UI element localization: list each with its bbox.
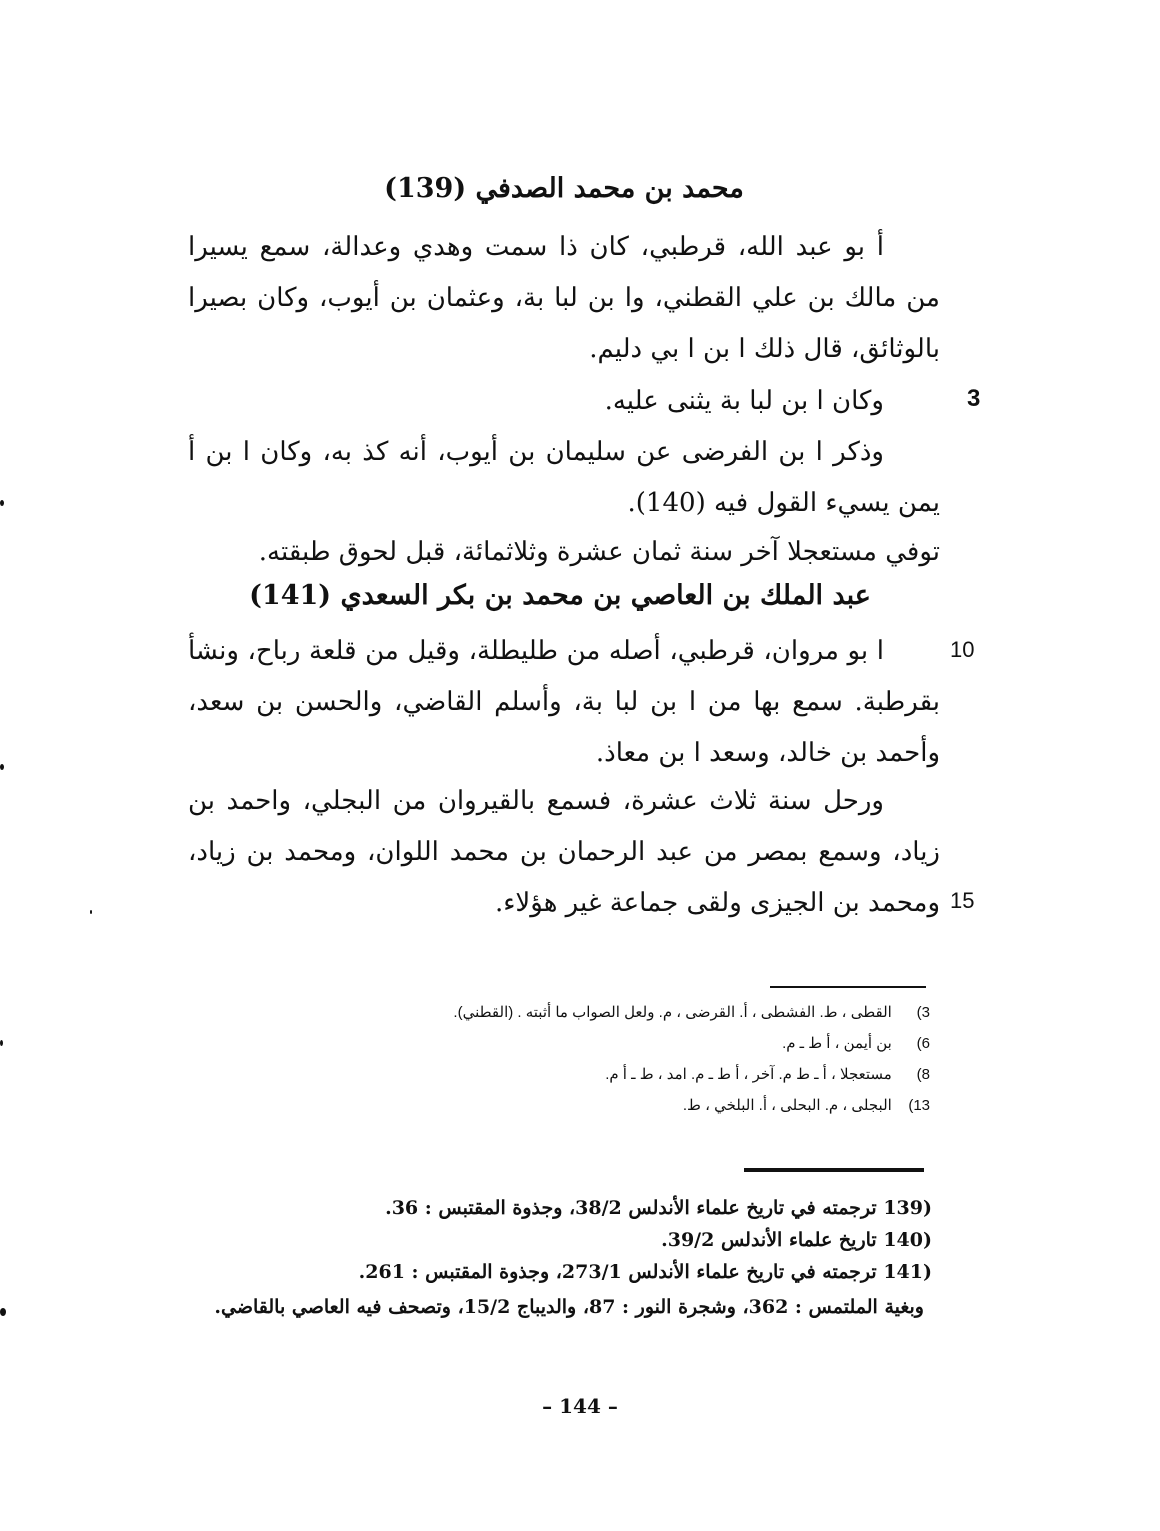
variant-note: 13) البجلى ، م. البحلى ، أ. البلخي ، ط. xyxy=(682,1097,930,1114)
variant-note: 6) بن أيمن ، أ ط ـ م. xyxy=(782,1035,930,1052)
entry-139-paragraph-4: توفي مستعجلا آخر سنة ثمان عشرة وثلاثمائة، قبل لحوق طبقته. xyxy=(258,537,940,567)
reference-note: (139 ترجمته في تاريخ علماء الأندلس 38/2، وجذوة المقتبس : 36. xyxy=(385,1197,932,1219)
scan-speck xyxy=(0,1040,3,1046)
reference-notes xyxy=(186,1192,932,1326)
margin-marker: 3 xyxy=(967,385,981,412)
scan-speck xyxy=(0,500,4,506)
entry-139-paragraph-1: أ بو عبد الله، قرطبي، كان ذا سمت وهدي وعدالة، سمع يسيرا من مالك بن علي القطني، وا بن لبا بة، وعثمان بن أيوب، وكان بصيرا بالوثائق، قال ذلك ا بن ا بي دليم. xyxy=(188,232,940,364)
entry-title-139: محمد بن محمد الصدفي (139) xyxy=(384,173,744,204)
reference-note: (140 تاريخ علماء الأندلس 39/2. xyxy=(661,1229,932,1251)
scan-speck xyxy=(90,910,92,914)
variant-notes-rule xyxy=(770,986,926,988)
entry-139-paragraph-2: وكان ا بن لبا بة يثنى عليه. xyxy=(604,386,884,416)
entry-141-paragraph-2: ورحل سنة ثلاث عشرة، فسمع بالقيروان من البجلي، واحمد بن زياد، وسمع بمصر من عبد الرحمان بن محمد اللوان، ومحمد بن زياد، ومحمد بن الجيزى ولقى جماعة غير هؤلاء. xyxy=(188,786,940,918)
scan-speck xyxy=(0,764,4,770)
line-number-15: 15 xyxy=(950,888,975,913)
reference-note-continuation: وبغية الملتمس : 362، وشجرة النور : 87، والديباج 15/2، وتصحف فيه العاصي بالقاضي. xyxy=(214,1296,924,1318)
entry-title-141: عبد الملك بن العاصي بن محمد بن بكر السعدي (141) xyxy=(249,580,871,611)
reference-notes-rule xyxy=(744,1168,924,1172)
scan-speck xyxy=(0,1308,6,1316)
page-number: – 144 – xyxy=(542,1394,618,1418)
line-number-10: 10 xyxy=(950,637,975,662)
variant-notes xyxy=(430,997,930,1121)
entry-139-paragraph-3: وذكر ا بن الفرضى عن سليمان بن أيوب، أنه كذ به، وكان ا بن أ يمن يسيء القول فيه (140). xyxy=(188,437,940,518)
entry-141-paragraph-1: ا بو مروان، قرطبي، أصله من طليطلة، وقيل من قلعة رباح، ونشأ بقرطبة. سمع بها من ا بن لبا بة، وأسلم القاضي، والحسن بن سعد، وأحمد بن خالد، وسعد ا بن معاذ. xyxy=(188,636,940,768)
reference-note: (141 ترجمته في تاريخ علماء الأندلس 273/1، وجذوة المقتبس : 261. xyxy=(358,1261,932,1283)
variant-note: 3) القطى ، ط. الفشطى ، أ. القرضى ، م. ولعل الصواب ما أثبته . (القطني). xyxy=(453,1004,930,1021)
variant-note: 8) مستعجلا ، أ ـ ط م. آخر ، أ ط ـ م. امد ، ط ـ أ م. xyxy=(605,1066,930,1083)
